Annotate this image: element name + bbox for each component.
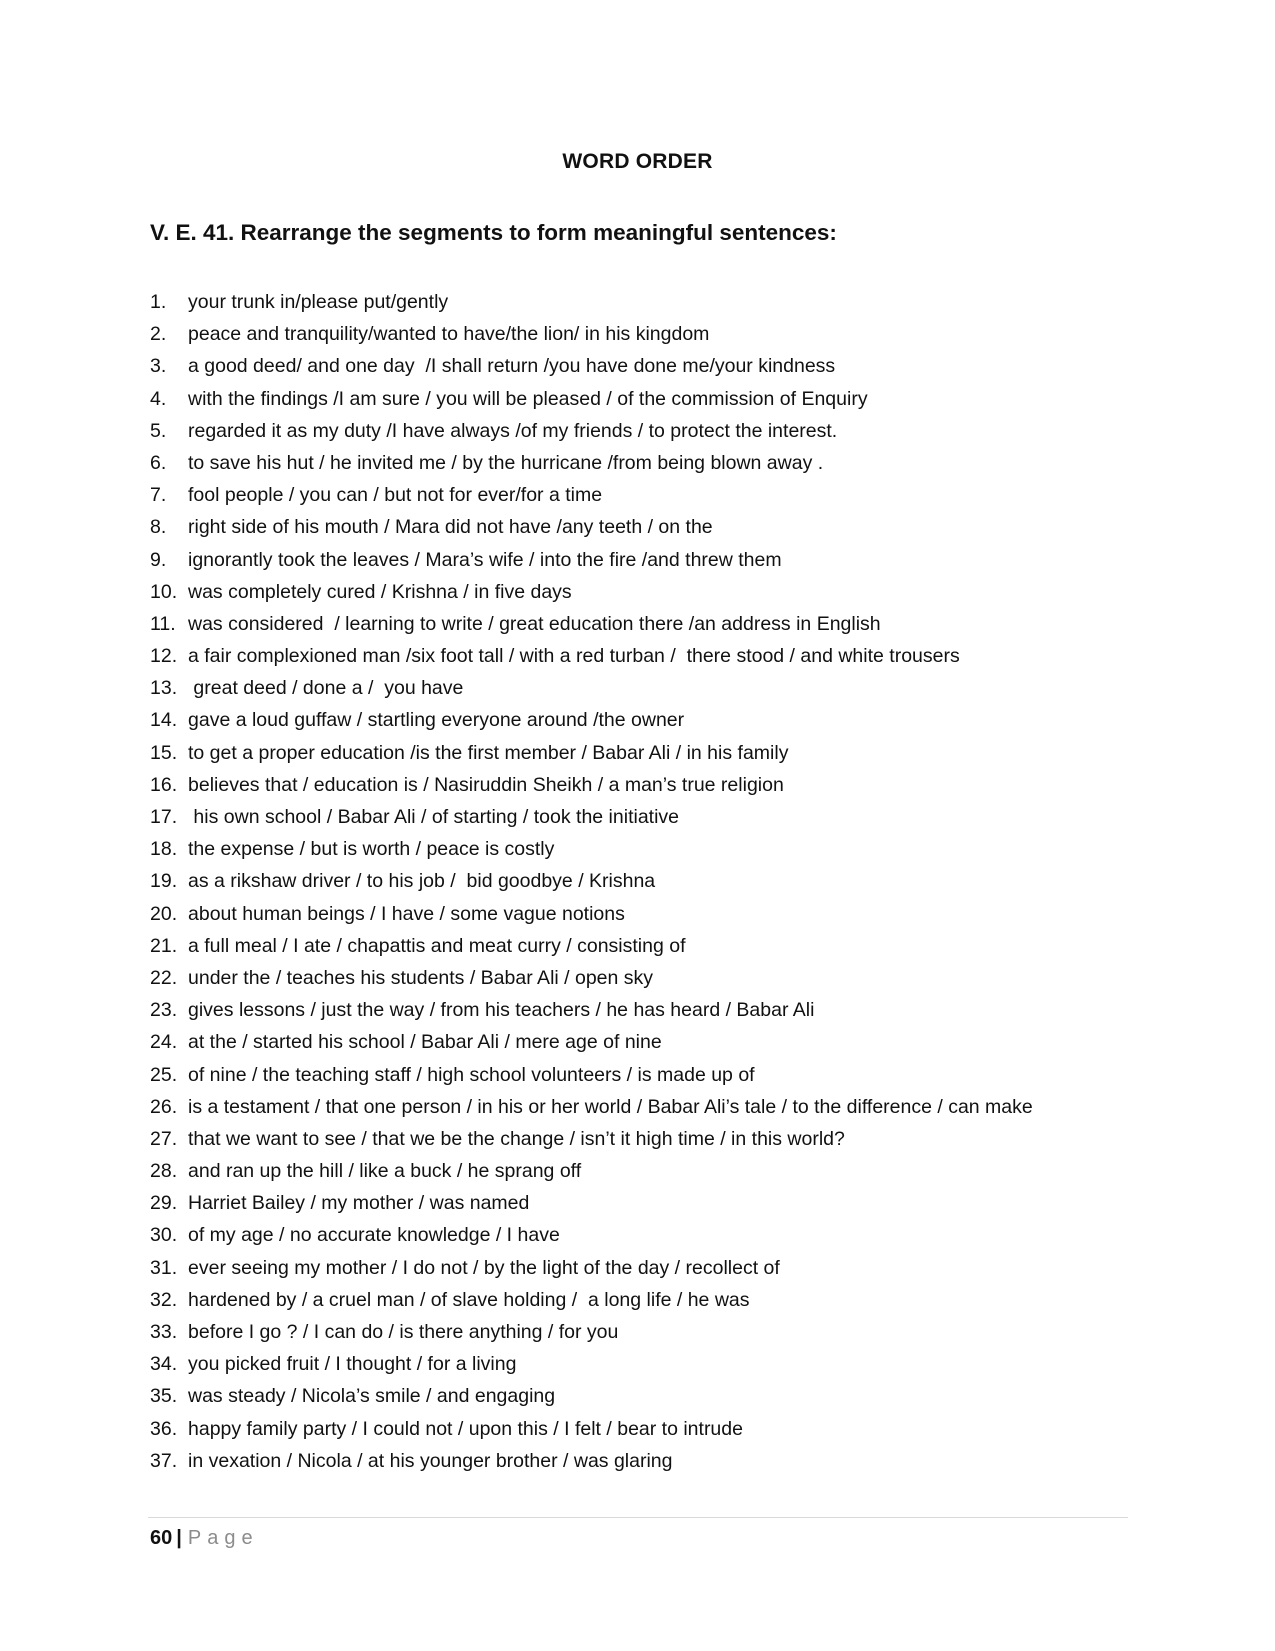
list-item	[150, 1380, 1150, 1412]
list-item-number: 16.	[150, 773, 178, 796]
list-item-number: 13.	[150, 677, 178, 700]
list-item-text: of nine / the teaching staff / high school volunteers / is made up of	[188, 1063, 755, 1086]
list-item-number: 8.	[150, 516, 167, 539]
list-item-number: 15.	[150, 741, 178, 764]
list-item-number: 7.	[150, 484, 167, 507]
list-item-text: gave a loud guffaw / startling everyone around /the owner	[188, 709, 685, 732]
list-item-number: 5.	[150, 419, 167, 442]
list-item-text: a fair complexioned man /six foot tall / with a red turban / there stood / and white trousers	[188, 645, 960, 668]
list-item	[150, 1091, 1150, 1123]
list-item-text: and ran up the hill / like a buck / he sprang off	[188, 1160, 582, 1183]
list-item-text: great deed / done a / you have	[188, 677, 464, 700]
exercise-heading: V. E. 41. Rearrange the segments to form meaningful sentences:	[150, 220, 837, 245]
list-item-number: 18.	[150, 838, 178, 861]
list-item-text: that we want to see / that we be the change / isn’t it high time / in this world?	[188, 1127, 845, 1150]
list-item-text: under the / teaches his students / Babar Ali / open sky	[188, 966, 654, 989]
list-item	[150, 801, 1150, 833]
list-item-number: 25.	[150, 1063, 178, 1086]
list-item	[150, 1348, 1150, 1380]
list-item-number: 6.	[150, 451, 167, 474]
list-item-text: peace and tranquility/wanted to have/the lion/ in his kingdom	[188, 323, 710, 346]
list-item-number: 34.	[150, 1353, 178, 1376]
list-item-number: 17.	[150, 806, 178, 828]
list-item	[150, 1445, 1150, 1477]
list-item-text: before I go ? / I can do / is there anything / for you	[188, 1321, 619, 1343]
list-item-number: 24.	[150, 1031, 178, 1054]
list-item	[150, 447, 1150, 479]
sentence-list	[150, 286, 1150, 1477]
list-item	[150, 1316, 1150, 1348]
list-item	[150, 1284, 1150, 1316]
list-item-number: 9.	[150, 548, 167, 571]
list-item	[150, 1026, 1150, 1058]
list-item	[150, 1252, 1150, 1284]
list-item	[150, 640, 1150, 672]
list-item	[150, 318, 1150, 350]
list-item-text: right side of his mouth / Mara did not have /any teeth / on the	[188, 516, 713, 539]
list-item-number: 30.	[150, 1224, 178, 1247]
list-item-text: a full meal / I ate / chapattis and meat curry / consisting of	[188, 934, 686, 957]
list-item-text: was completely cured / Krishna / in five days	[188, 580, 572, 603]
list-item	[150, 511, 1150, 543]
list-item-text: to get a proper education /is the first member / Babar Ali / in his family	[188, 741, 789, 764]
page-number: 60	[150, 1527, 173, 1549]
list-item-number: 19.	[150, 870, 178, 893]
list-item	[150, 962, 1150, 994]
list-item-number: 2.	[150, 323, 167, 346]
list-item-number: 28.	[150, 1160, 178, 1183]
list-item-text: of my age / no accurate knowledge / I have	[188, 1224, 560, 1247]
list-item-number: 3.	[150, 355, 167, 378]
list-item-text: ever seeing my mother / I do not / by the light of the day / recollect of	[188, 1256, 780, 1279]
list-item	[150, 769, 1150, 801]
list-item	[150, 1219, 1150, 1251]
list-item-number: 37.	[150, 1449, 178, 1472]
list-item-text: with the findings /I am sure / you will be pleased / of the commission of Enquiry	[188, 387, 868, 410]
list-item-text: was steady / Nicola’s smile / and engaging	[188, 1385, 556, 1408]
list-item	[150, 672, 1150, 704]
list-item	[150, 1413, 1150, 1445]
list-item-text: was considered / learning to write / great education there /an address in English	[188, 612, 881, 635]
list-item	[150, 383, 1150, 415]
list-item-number: 10.	[150, 580, 178, 603]
list-item	[150, 415, 1150, 447]
list-item-text: happy family party / I could not / upon this / I felt / bear to intrude	[188, 1417, 743, 1440]
list-item	[150, 833, 1150, 865]
list-item-text: is a testament / that one person / in his or her world / Babar Ali’s tale / to the difference / can make	[188, 1095, 1033, 1118]
list-item-text: your trunk in/please put/gently	[188, 291, 449, 313]
list-item-number: 20.	[150, 902, 178, 925]
page-footer	[150, 1524, 259, 1552]
list-item-number: 4.	[150, 387, 167, 410]
list-item-text: you picked fruit / I thought / for a living	[188, 1353, 517, 1376]
list-item-number: 23.	[150, 999, 178, 1022]
list-item-number: 32.	[150, 1288, 178, 1311]
list-item	[150, 286, 1150, 318]
list-item-text: about human beings / I have / some vague notions	[188, 902, 625, 925]
list-item-text: regarded it as my duty /I have always /of my friends / to protect the interest.	[188, 419, 838, 442]
list-item-number: 21.	[150, 934, 178, 957]
footer-separator: |	[176, 1527, 182, 1549]
list-item-number: 36.	[150, 1417, 178, 1440]
list-item	[150, 1155, 1150, 1187]
list-item-number: 14.	[150, 709, 178, 732]
list-item-number: 29.	[150, 1192, 178, 1215]
list-item	[150, 898, 1150, 930]
list-item	[150, 479, 1150, 511]
list-item	[150, 544, 1150, 576]
list-item-number: 26.	[150, 1095, 178, 1118]
list-item-text: a good deed/ and one day /I shall return /you have done me/your kindness	[188, 355, 836, 378]
list-item-text: to save his hut / he invited me / by the hurricane /from being blown away .	[188, 451, 824, 474]
list-item-number: 1.	[150, 291, 167, 313]
list-item-number: 27.	[150, 1127, 178, 1150]
page-title: WORD ORDER	[562, 150, 713, 173]
list-item-text: ignorantly took the leaves / Mara’s wife / into the fire /and threw them	[188, 548, 782, 571]
list-item-text: as a rikshaw driver / to his job / bid goodbye / Krishna	[188, 870, 656, 893]
list-item-number: 22.	[150, 966, 178, 989]
list-item-number: 35.	[150, 1385, 178, 1408]
list-item	[150, 704, 1150, 736]
list-item-text: gives lessons / just the way / from his teachers / he has heard / Babar Ali	[188, 999, 815, 1022]
list-item	[150, 576, 1150, 608]
list-item-text: the expense / but is worth / peace is costly	[188, 838, 555, 861]
list-item-number: 12.	[150, 645, 178, 668]
list-item	[150, 994, 1150, 1026]
list-item	[150, 1123, 1150, 1155]
list-item-text: Harriet Bailey / my mother / was named	[188, 1192, 530, 1215]
list-item	[150, 1187, 1150, 1219]
list-item	[150, 1059, 1150, 1091]
list-item	[150, 930, 1150, 962]
list-item-text: in vexation / Nicola / at his younger brother / was glaring	[188, 1449, 673, 1472]
list-item-number: 31.	[150, 1256, 178, 1279]
list-item	[150, 865, 1150, 897]
list-item-number: 33.	[150, 1321, 178, 1343]
list-item-text: at the / started his school / Babar Ali / mere age of nine	[188, 1031, 662, 1054]
list-item-text: fool people / you can / but not for ever/for a time	[188, 484, 603, 507]
page-label: Page	[187, 1527, 259, 1549]
list-item-text: his own school / Babar Ali / of starting / took the initiative	[188, 806, 680, 828]
list-item-text: hardened by / a cruel man / of slave holding / a long life / he was	[188, 1288, 750, 1311]
footer-divider	[148, 1517, 1128, 1518]
list-item-text: believes that / education is / Nasiruddin Sheikh / a man’s true religion	[188, 773, 784, 796]
list-item	[150, 737, 1150, 769]
list-item	[150, 350, 1150, 382]
list-item-number: 11.	[150, 612, 176, 635]
list-item	[150, 608, 1150, 640]
